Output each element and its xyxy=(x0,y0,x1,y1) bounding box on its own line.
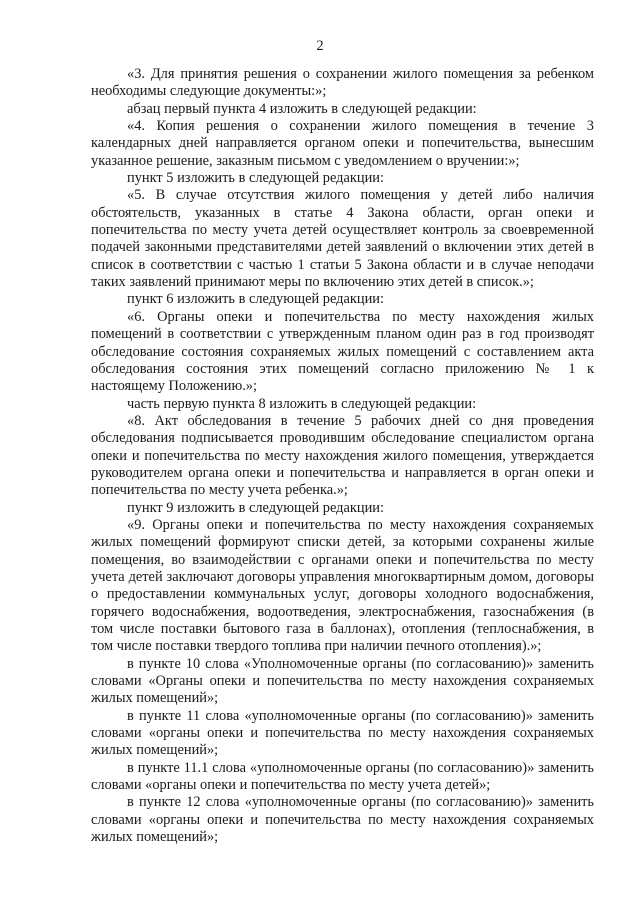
paragraph-instruction-item-8: часть первую пункта 8 изложить в следующей редакции: xyxy=(127,395,477,412)
document-body xyxy=(91,66,594,846)
paragraph-instruction-item-5: пункт 5 изложить в следующей редакции: xyxy=(127,170,384,187)
paragraph-item-5-text: «5. В случае отсутствия жилого помещения у детей либо наличия обстоятельств, указанных в статье 4 Закона области, орган опеки и попечительства по месту учета детей осуществляет контроль за своевременной подачей законными представителями детей заявлений о включении этих детей в список в соответствии с частью 1 статьи 5 Закона области и в случае неподачи таких заявлений принимают меры по включению этих детей в список.»; xyxy=(91,187,594,291)
paragraph-item-8-text: «8. Акт обследования в течение 5 рабочих дней со дня проведения обследования подписывается проводившим обследование специалистом органа опеки и попечительства по месту нахождения жилого помещения, утверждается руководителем органа опеки и попечительства и направляется в орган опеки и попечительства по месту учета ребенка.»; xyxy=(91,412,594,499)
paragraph-amend-item-11: в пункте 11 слова «уполномоченные органы (по согласованию)» заменить словами «органы опеки и попечительства по месту нахождения сохраняемых жилых помещений»; xyxy=(91,707,594,759)
page-number: 2 xyxy=(316,38,324,54)
paragraph-item-4-text: «4. Копия решения о сохранении жилого помещения в течение 3 календарных дней направляется органом опеки и попечительства, вынесшим указанное решение, заказным письмом с уведомлением о вручении:»; xyxy=(91,118,594,169)
paragraph-item-6-text: «6. Органы опеки и попечительства по месту нахождения жилых помещений в соответствии с утвержденным планом один раз в год производят обследование состояния сохраняемых жилых помещений с составлением акта обследования состояния этих помещений согласно приложению № 1 к настоящему Положению.»; xyxy=(91,308,594,395)
paragraph-amend-item-11-1: в пункте 11.1 слова «уполномоченные органы (по согласованию)» заменить словами «органы опеки и попечительства по месту учета детей»; xyxy=(91,759,594,794)
paragraph-instruction-item-4: абзац первый пункта 4 изложить в следующей редакции: xyxy=(127,100,477,117)
paragraph-item-9-text: «9. Органы опеки и попечительства по месту нахождения сохраняемых жилых помещений формируют списки детей, за которыми сохранены жилые помещения, во взаимодействии с органами опеки и попечительства по месту учета детей заключают договоры управления многоквартирным домом, договоры о предоставлении коммунальных услуг, договоры холодного водоснабжения, горячего водоснабжения, водоотведения, электроснабжения, газоснабжения (в том числе поставки бытового газа в баллонах), отопления (теплоснабжения, в том числе поставки твердого топлива при наличии печного отопления).»; xyxy=(91,516,594,655)
paragraph-amend-item-12: в пункте 12 слова «уполномоченные органы (по согласованию)» заменить словами «органы опеки и попечительства по месту нахождения сохраняемых жилых помещений»; xyxy=(91,794,594,846)
paragraph-instruction-item-6: пункт 6 изложить в следующей редакции: xyxy=(127,291,384,308)
paragraph-instruction-item-9: пункт 9 изложить в следующей редакции: xyxy=(127,499,384,516)
paragraph-item-3-text: «3. Для принятия решения о сохранении жилого помещения за ребенком необходимы следующие документы:»; xyxy=(91,66,594,100)
paragraph-amend-item-10: в пункте 10 слова «Уполномоченные органы (по согласованию)» заменить словами «Органы опеки и попечительства по месту нахождения сохраняемых жилых помещений»; xyxy=(91,655,594,707)
